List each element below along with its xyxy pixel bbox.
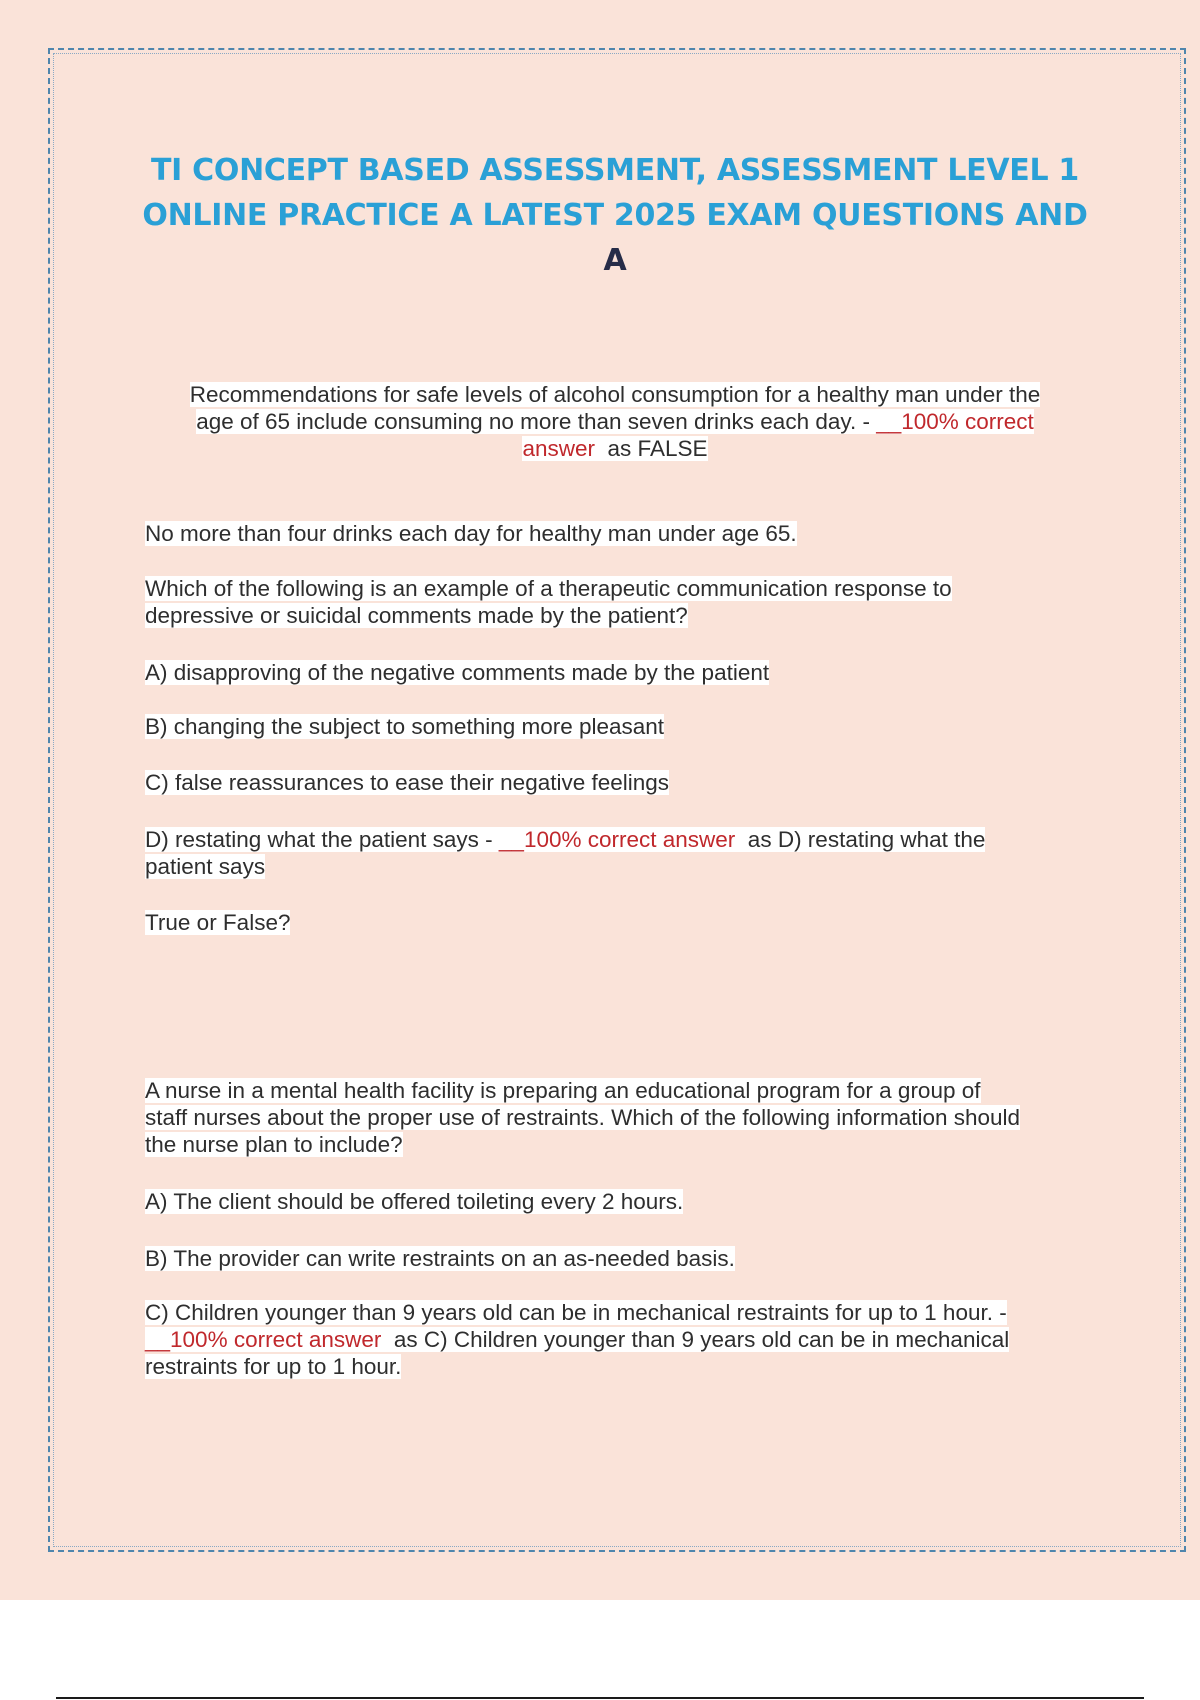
q1-line-1: Recommendations for safe levels of alcohol consumption for a healthy man under the bbox=[189, 382, 1041, 407]
title-line-2: ONLINE PRACTICE A LATEST 2025 EXAM QUESTIONS AND bbox=[142, 198, 1088, 233]
q3-line-3: the nurse plan to include? bbox=[145, 1132, 403, 1157]
q3-option-c-line-1: C) Children younger than 9 years old can be in mechanical restraints for up to 1 hour. - bbox=[145, 1300, 1007, 1325]
q3-line-1: A nurse in a mental health facility is preparing an educational program for a group of bbox=[145, 1078, 981, 1103]
q3-line-2: staff nurses about the proper use of restraints. Which of the following information should bbox=[145, 1105, 1021, 1130]
question-1 bbox=[110, 381, 1120, 462]
q2-option-b-text: B) changing the subject to something more pleasant bbox=[145, 714, 665, 739]
q2-option-d-text: D) restating what the patient says - bbox=[145, 827, 499, 852]
q2-option-c bbox=[145, 769, 1145, 796]
note-1-text: No more than four drinks each day for healthy man under age 65. bbox=[145, 521, 797, 546]
q3-option-b bbox=[145, 1245, 1145, 1272]
question-2 bbox=[145, 575, 1145, 629]
q2-option-d-line-2: patient says bbox=[145, 854, 266, 879]
title-line-1: TI CONCEPT BASED ASSESSMENT, ASSESSMENT LEVEL 1 bbox=[150, 153, 1079, 188]
q3-option-c bbox=[145, 1299, 1145, 1380]
q3-option-c-line-3: restraints for up to 1 hour. bbox=[145, 1354, 402, 1379]
q3-option-b-text: B) The provider can write restraints on an as-needed basis. bbox=[145, 1246, 735, 1271]
q2-line-1: Which of the following is an example of a therapeutic communication response to bbox=[145, 576, 952, 601]
footer-rule bbox=[56, 1697, 1144, 1699]
true-false-label bbox=[145, 909, 1145, 936]
q2-option-a bbox=[145, 659, 1145, 686]
q1-answer-label: __100% correct bbox=[876, 409, 1034, 434]
q3-answer: as C) Children younger than 9 years old can be in mechanical bbox=[381, 1327, 1010, 1352]
note-1 bbox=[145, 520, 1145, 547]
q2-option-c-text: C) false reassurances to ease their negative feelings bbox=[145, 770, 670, 795]
title-line-3: A bbox=[603, 243, 627, 278]
q3-option-a bbox=[145, 1188, 1145, 1215]
document-title bbox=[90, 148, 1140, 283]
q3-option-a-text: A) The client should be offered toileting every 2 hours. bbox=[145, 1189, 684, 1214]
q2-answer: as D) restating what the bbox=[735, 827, 986, 852]
q2-line-2: depressive or suicidal comments made by the patient? bbox=[145, 603, 688, 628]
true-false-text: True or False? bbox=[145, 910, 291, 935]
q2-answer-label: __100% correct answer bbox=[498, 827, 736, 852]
question-3 bbox=[145, 1077, 1145, 1158]
q1-answer-label-cont: answer bbox=[522, 436, 595, 461]
q1-line-2: age of 65 include consuming no more than seven drinks each day. - bbox=[196, 409, 877, 434]
q2-option-b bbox=[145, 713, 1145, 740]
q2-option-d bbox=[145, 826, 1145, 880]
q1-answer: as FALSE bbox=[594, 436, 708, 461]
q2-option-a-text: A) disapproving of the negative comments made by the patient bbox=[145, 660, 770, 685]
q3-answer-label: __100% correct answer bbox=[145, 1327, 382, 1352]
